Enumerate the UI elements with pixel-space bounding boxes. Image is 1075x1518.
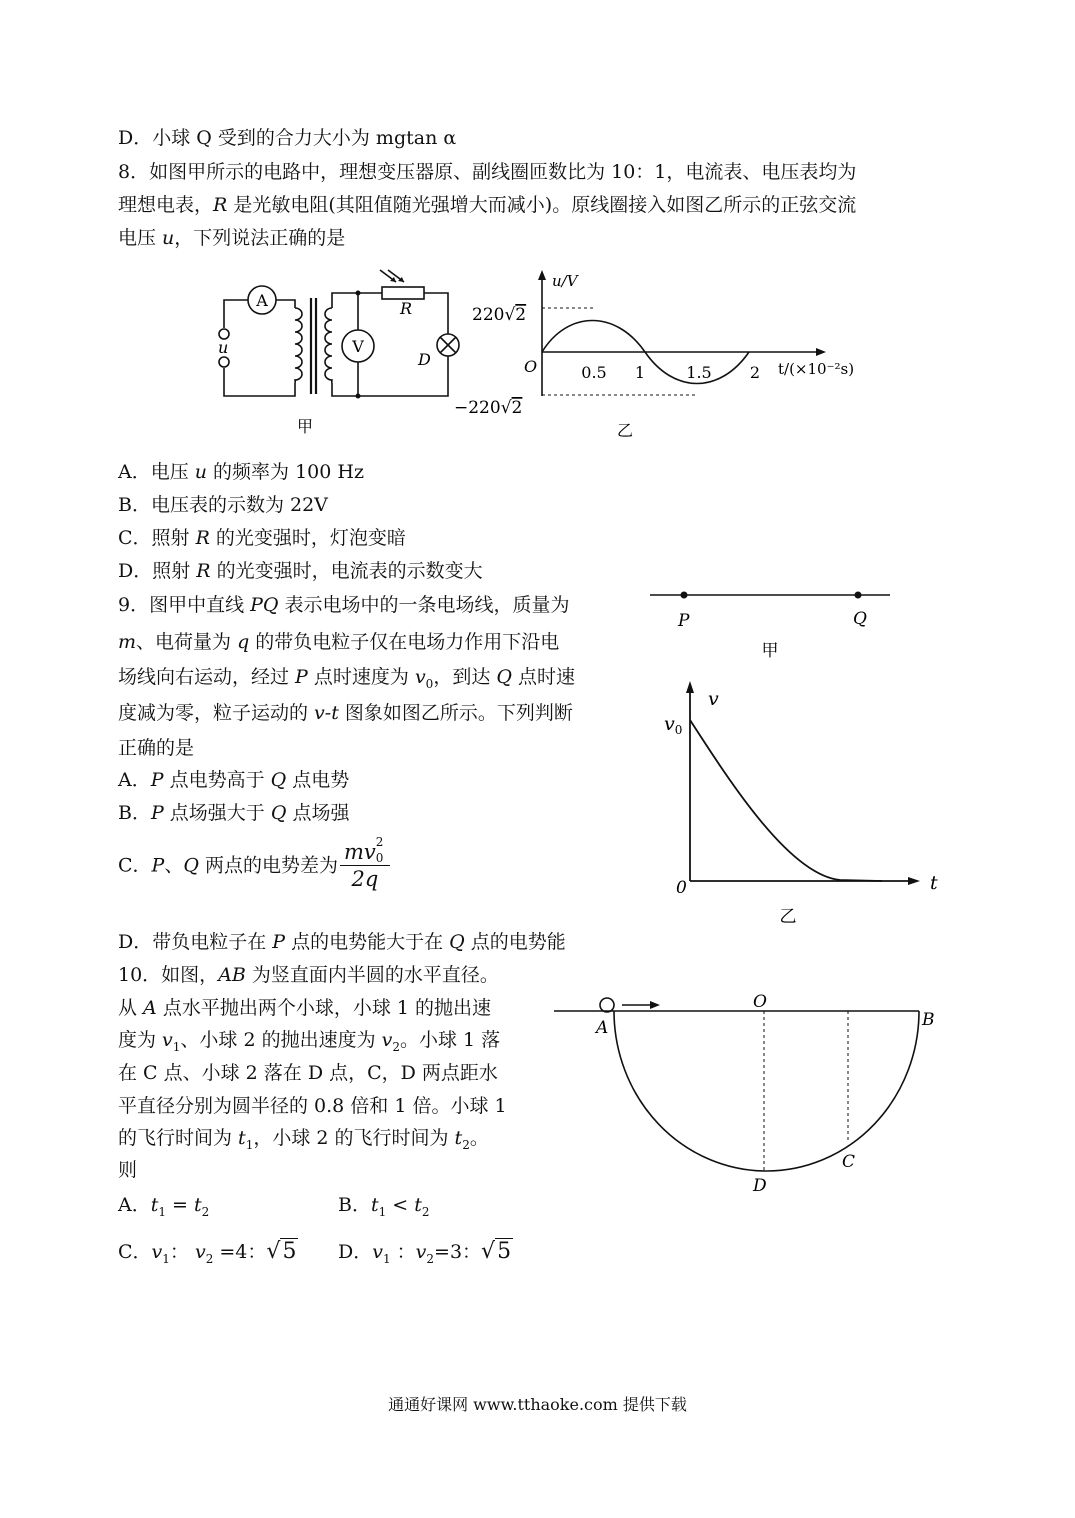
voltmeter-label: V	[352, 337, 364, 356]
transformer-circuit-diagram	[210, 268, 455, 443]
q10-stem-line1: 10．如图，AB 为竖直面内半圆的水平直径。	[118, 964, 499, 986]
vt-caption: 乙	[779, 907, 797, 927]
q9-stem-line1: 9．图甲中直线 PQ 表示电场中的一条电场线，质量为	[118, 594, 570, 616]
q9-stem-line3: 场线向右运动，经过 P 点时速度为 $v_0$，到达 Q 点时速	[118, 666, 575, 691]
q8-stem-line3: 电压 u，下列说法正确的是	[118, 227, 346, 249]
circuit-caption: 甲	[296, 417, 314, 436]
semicircle-projectile-diagram	[548, 985, 948, 1200]
wave-tick-0: 0.5	[581, 363, 607, 382]
wave-tick-1: 1	[634, 363, 646, 382]
q9-option-c: C．P、Q 两点的电势差为 mv 2 0 2q	[118, 840, 390, 891]
point-b-label: B	[922, 1010, 935, 1030]
q10-option-b: B．$t_1 < t_2$	[338, 1194, 430, 1219]
q10-stem-line3: 度为 $v_1$、小球 2 的抛出速度为 $v_2$。小球 1 落	[118, 1029, 501, 1054]
vt-origin-label: 0	[676, 878, 687, 898]
q8-stem-line2: 理想电表，R 是光敏电阻(其阻值随光强增大而减小)。原线圈接入如图乙所示的正弦交流	[118, 194, 857, 216]
q10-option-a: A．$t_1 = t_2$	[118, 1194, 210, 1219]
q10-option-c: C．$v_1$： $v_2 =4$：√5	[118, 1239, 297, 1266]
q10-stem-line6: 的飞行时间为 $t_1$，小球 2 的飞行时间为 $t_2$。	[118, 1127, 489, 1152]
q9-option-d: D．带负电粒子在 P 点的电势能大于在 Q 点的电势能	[118, 931, 566, 953]
point-p-label: P	[678, 611, 690, 631]
q9-option-b: B．P 点场强大于 Q 点场强	[118, 802, 350, 824]
velocity-time-graph	[650, 675, 950, 930]
q8-option-a: A．电压 u 的频率为 100 Hz	[118, 461, 364, 483]
q10-stem-line2: 从 A 点水平抛出两个小球，小球 1 的抛出速	[118, 997, 491, 1019]
wave-tick-3: 2	[749, 363, 761, 382]
point-c-label: C	[842, 1152, 856, 1172]
q8-option-c: C．照射 R 的光变强时，灯泡变暗	[118, 527, 406, 549]
wave-tick-2: 1.5	[686, 363, 712, 382]
wave-ymax-label: 220√2	[472, 305, 527, 325]
q8-stem-line1: 8．如图甲所示的电路中，理想变压器原、副线圈匝数比为 10：1，电流表、电压表均为	[118, 161, 857, 183]
source-label: u	[218, 338, 229, 357]
q9-option-a: A．P 点电势高于 Q 点电势	[118, 769, 350, 791]
q9-stem-line4: 度减为零，粒子运动的 v-t 图象如图乙所示。下列判断	[118, 702, 573, 724]
vt-v0-label: $v_0$	[664, 713, 683, 737]
wave-xlabel: t/(×10⁻²s)	[778, 360, 855, 378]
point-o-label: O	[753, 992, 767, 1012]
wave-ymin-label: −220√2	[454, 398, 523, 418]
field-line-caption: 甲	[761, 641, 779, 661]
electric-field-line-diagram	[640, 580, 900, 665]
ammeter-label: A	[256, 291, 268, 310]
point-d-label: D	[753, 1176, 767, 1196]
lamp-label: D	[418, 350, 431, 369]
wave-origin-label: O	[524, 357, 538, 376]
q10-stem-line4: 在 C 点、小球 2 落在 D 点，C，D 两点距水	[118, 1062, 498, 1084]
potential-difference-fraction: mv 2 0 2q	[340, 840, 390, 891]
page-footer: 通通好课网 www.tthaoke.com 提供下载	[388, 1395, 687, 1414]
q8-option-d: D．照射 R 的光变强时，电流表的示数变大	[118, 560, 483, 582]
vt-ylabel: v	[708, 688, 719, 710]
point-q-label: Q	[853, 609, 867, 629]
q10-stem-line5: 平直径分别为圆半径的 0.8 倍和 1 倍。小球 1	[118, 1095, 507, 1117]
vt-xlabel: t	[930, 872, 938, 894]
q10-stem-line7: 则	[118, 1159, 138, 1181]
q8-option-b: B．电压表的示数为 22V	[118, 494, 328, 516]
q7-option-d: D．小球 Q 受到的合力大小为 mgtan α	[118, 127, 457, 149]
wave-ylabel: u/V	[552, 272, 578, 290]
wave-caption: 乙	[616, 421, 634, 440]
resistor-label: R	[400, 299, 413, 318]
q9-stem-line5: 正确的是	[118, 737, 195, 759]
q9-stem-line2: m、电荷量为 q 的带负电粒子仅在电场力作用下沿电	[118, 631, 560, 653]
sine-voltage-graph	[450, 268, 865, 443]
q10-option-d: D．$v_1$ ：$v_2=3$：√5	[338, 1239, 512, 1266]
point-a-label: A	[596, 1018, 609, 1038]
